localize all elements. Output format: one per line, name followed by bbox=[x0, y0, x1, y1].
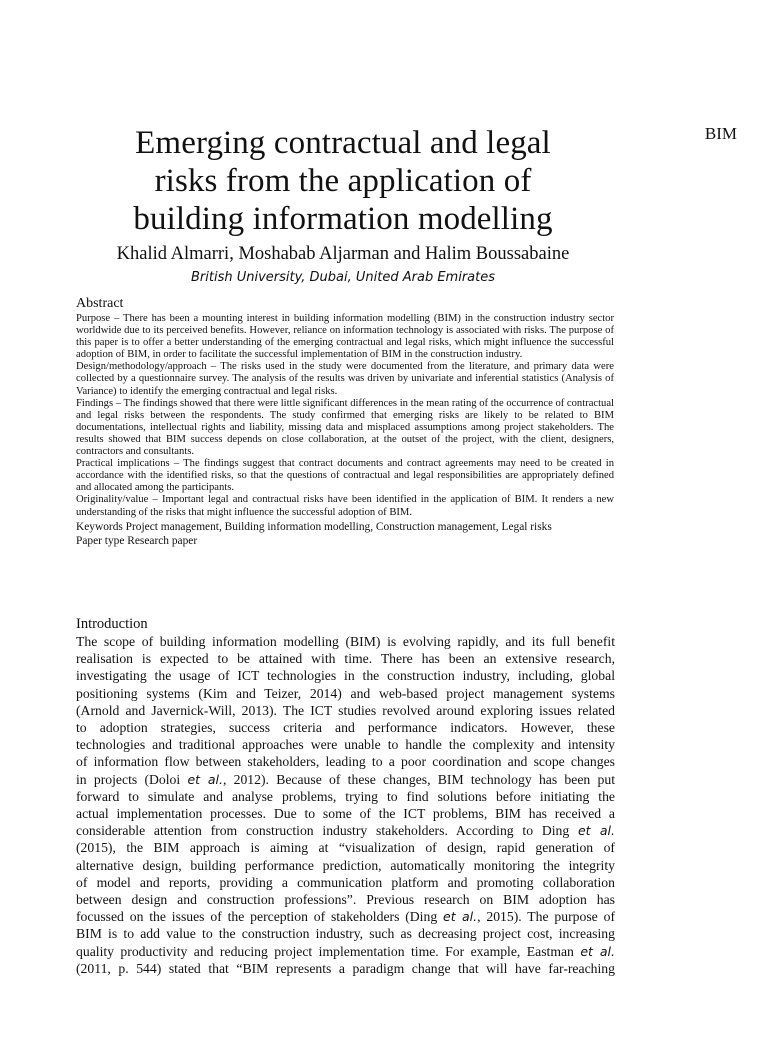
abstract-section bbox=[76, 296, 614, 548]
introduction-line: The scope of building information modelling (BIM) is evolving rapidly, and its full benefit bbox=[76, 634, 615, 649]
introduction-line: positioning systems (Kim and Teizer, 2014) and web-based project management systems bbox=[76, 685, 615, 701]
keywords: Keywords Project management, Building information modelling, Construction management, Legal risks bbox=[76, 520, 552, 533]
introduction-line: BIM is to add value to the construction industry, such as decreasing project cost, increasing bbox=[76, 926, 615, 942]
title-block bbox=[70, 124, 616, 285]
paper-type: Paper type Research paper bbox=[76, 534, 198, 547]
introduction-line: investigating the usage of ICT technologies in the construction industry, including, global bbox=[76, 668, 615, 684]
introduction-line: realisation is expected to be attained with time. There has been an extensive research, bbox=[76, 651, 615, 667]
introduction-line: in projects (Doloi et al., 2012). Because of these changes, BIM technology has been put bbox=[76, 771, 615, 787]
paper-title-line-2: risks from the application of bbox=[154, 163, 532, 199]
running-head: BIM bbox=[704, 124, 737, 143]
introduction-body bbox=[76, 633, 615, 977]
introduction-line: to adoption strategies, success criteria and performance indicators. However, these bbox=[76, 720, 615, 736]
paper-title-line-3: building information modelling bbox=[133, 201, 553, 237]
abstract-purpose: Purpose – There has been a mounting interest in building information modelling (BIM) in the construction industry sector worldwide due to its perceived benefits. However, reliance on information technology is associated with risks. The purpose of this paper is to offer a better understanding of the emerging contractual and legal risks, which might influence the successful adoption of BIM, in order to facilitate the successful implementation of BIM in the construction industry. bbox=[76, 313, 614, 361]
introduction-line: (2015), the BIM approach is aiming at “visualization of design, rapid generation of bbox=[76, 840, 615, 856]
abstract-practical: Practical implications – The findings suggest that contract documents and contract agreements may need to be created in accordance with the identified risks, so that the questions of contractual and legal responsibilities are appropriately defined and allocated among the participants. bbox=[76, 458, 614, 494]
introduction-line: of model and reports, providing a communication platform and promoting collaboration bbox=[76, 874, 615, 890]
abstract-heading: Abstract bbox=[76, 296, 124, 311]
introduction-line: technologies and traditional approaches were unable to handle the complexity and intensity bbox=[76, 737, 615, 753]
introduction-line: between design and construction professions”. Previous research on BIM adoption has bbox=[76, 892, 615, 908]
affiliation: British University, Dubai, United Arab Emirates bbox=[190, 270, 495, 285]
authors: Khalid Almarri, Moshabab Aljarman and Halim Boussabaine bbox=[116, 244, 570, 264]
introduction-line: (2011, p. 544) stated that “BIM represents a paradigm change that will have far-reaching bbox=[76, 960, 615, 976]
abstract-findings: Findings – The findings showed that there were little significant differences in the mean rating of the occurrence of contractual and legal risks between the respondents. The study confirmed that emerging risks are likely to be related to BIM documentations, intellectual rights and liability, missing data and misplaced assumptions among project stakeholders. The results showed that BIM success depends on close collaboration, at the outset of the project, with the client, designers, contractors and consultants. bbox=[76, 397, 614, 458]
abstract-design: Design/methodology/approach – The risks used in the study were documented from the literature, and primary data were collected by a questionnaire survey. The analysis of the results was driven by univariate and inferential statistics (Analysis of Variance) to identify the emerging contractual and legal risks. bbox=[76, 361, 614, 397]
introduction-line: of information flow between stakeholders, leading to a poor coordination and scope changes bbox=[76, 754, 615, 770]
introduction-line: alternative design, building performance prediction, automatically monitoring the integrity bbox=[76, 857, 615, 873]
introduction-line: focussed on the issues of the perception of stakeholders (Ding et al., 2015). The purpose of bbox=[76, 909, 616, 925]
introduction-line: actual implementation processes. Due to some of the ICT problems, BIM has received a bbox=[76, 806, 615, 822]
abstract-originality: Originality/value – Important legal and contractual risks have been identified in the application of BIM. It renders a new understanding of the risks that might influence the successful adoption of BIM. bbox=[76, 494, 614, 518]
introduction-heading: Introduction bbox=[76, 616, 148, 632]
paper-title-line-1: Emerging contractual and legal bbox=[135, 125, 551, 161]
introduction-section bbox=[76, 616, 615, 977]
introduction-line: quality productivity and reducing project implementation time. For example, Eastman et al. bbox=[76, 943, 615, 959]
introduction-line: considerable attention from construction industry stakeholders. According to Ding et al. bbox=[76, 823, 616, 839]
introduction-line: forward to simulate and analyse problems, trying to find solutions before initiating the bbox=[76, 788, 615, 804]
introduction-line: (Arnold and Javernick-Will, 2013). The ICT studies revolved around exploring issues related bbox=[76, 702, 615, 718]
